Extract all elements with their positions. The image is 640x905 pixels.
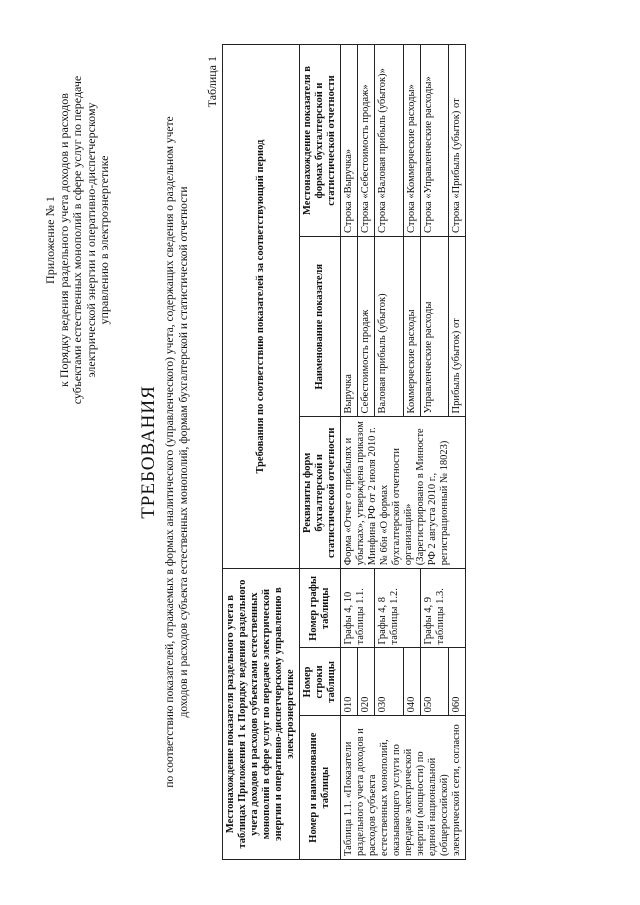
table-number-label: Таблица 1 — [205, 56, 219, 108]
row-num-cell: 050 — [420, 648, 449, 716]
appendix-line: субъектами естественных монополий в сфере услуг по передаче — [70, 75, 84, 405]
row-num-cell: 010 — [341, 648, 358, 716]
indicator-cell: Управленческие расходы — [420, 236, 449, 416]
graphs-cell: Графы 4, 10 таблицы 1.1. — [341, 569, 375, 648]
subtitle-line: по соответствию показателей, отражаемых в формах аналитического (управленческого) учета, содержащих сведения о раздельном учете — [164, 116, 176, 788]
header-col-num: Номер графы таблицы — [300, 569, 341, 648]
appendix-line: Приложение № 1 — [43, 196, 57, 284]
indicator-cell: Коммерческие расходы — [403, 236, 420, 416]
row-num-cell: 060 — [449, 648, 466, 716]
table-header-row — [300, 45, 341, 860]
form-req-cell: Форма «Отчет о прибылях и убытках», утверждена приказом Минфина РФ от 2 июля 2010 г. № 66н «О формах бухгалтерской отчетности организаций» (Зарегистрировано в Минюсте РФ 2 августа 2010 г., регистрационный № 18023) — [341, 417, 466, 569]
document-title: ТРЕБОВАНИЯ — [138, 385, 159, 519]
location-cell: Строка «Управленческие расходы» — [420, 45, 449, 237]
subtitle-line: доходов и расходов субъекта естественных монополий, формам бухгалтерской и статистической отчетности — [177, 186, 190, 718]
location-cell: Строка «Себестоимость продаж» — [358, 45, 375, 237]
indicator-cell: Валовая прибыль (убыток) — [375, 236, 404, 416]
table-header-group-row — [223, 45, 300, 860]
row-num-cell: 020 — [358, 648, 375, 716]
document-subtitle — [164, 32, 191, 872]
indicator-cell: Прибыль (убыток) от — [449, 236, 466, 416]
appendix-block — [44, 50, 112, 430]
indicator-cell: Выручка — [341, 236, 358, 416]
table-name-cell: Таблица 1.1. «Показатели раздельного учета доходов и расходов субъекта естественных монополий, оказывающего услуги по передаче электрической энергии (мощности) по единой национальной (общероссийской) электрической сети, согласно — [341, 716, 466, 860]
header-row-num: Номер строки таблицы — [300, 648, 341, 716]
graphs-cell: Графы 4, 8 таблицы 1.2. — [375, 569, 421, 648]
row-num-cell: 040 — [403, 648, 420, 716]
row-num-cell: 030 — [375, 648, 404, 716]
indicator-cell: Себестоимость продаж — [358, 236, 375, 416]
appendix-line: управлению в электроэнергетике — [97, 155, 111, 325]
header-group-right: Требования по соответствию показателей за соответствующий период — [223, 45, 300, 569]
header-form-req: Реквизиты форм бухгалтерской и статистической отчетности — [300, 417, 341, 569]
graphs-cell: Графы 4, 9 таблицы 1.3. — [420, 569, 466, 648]
header-table-name: Номер и наименование таблицы — [300, 716, 341, 860]
table-row — [341, 45, 358, 860]
header-group-left: Местонахождение показателя раздельного учета в таблицах Приложения 1 к Порядку ведения раздельного учета доходов и расходов субъектами естественных монополий в сфере услуг по передаче электрической энергии и оперативно-диспетчерскому управлению в электроэнергетике — [223, 569, 300, 860]
location-cell: Строка «Коммерческие расходы» — [403, 45, 420, 237]
header-indicator: Наименование показателя — [300, 236, 341, 416]
location-cell: Строка «Выручка» — [341, 45, 358, 237]
appendix-line: к Порядку ведения раздельного учета доходов и расходов — [56, 93, 71, 387]
location-cell: Строка «Валовая прибыль (убыток)» — [375, 45, 404, 237]
requirements-table — [222, 44, 466, 860]
appendix-line: электрической энергии и оперативно-диспетчерскому — [83, 102, 98, 378]
location-cell: Строка «Прибыль (убыток) от — [449, 45, 466, 237]
rotated-sheet — [40, 32, 600, 872]
header-location: Местонахождение показателя в формах бухгалтерской и статистической отчетности — [300, 45, 341, 237]
